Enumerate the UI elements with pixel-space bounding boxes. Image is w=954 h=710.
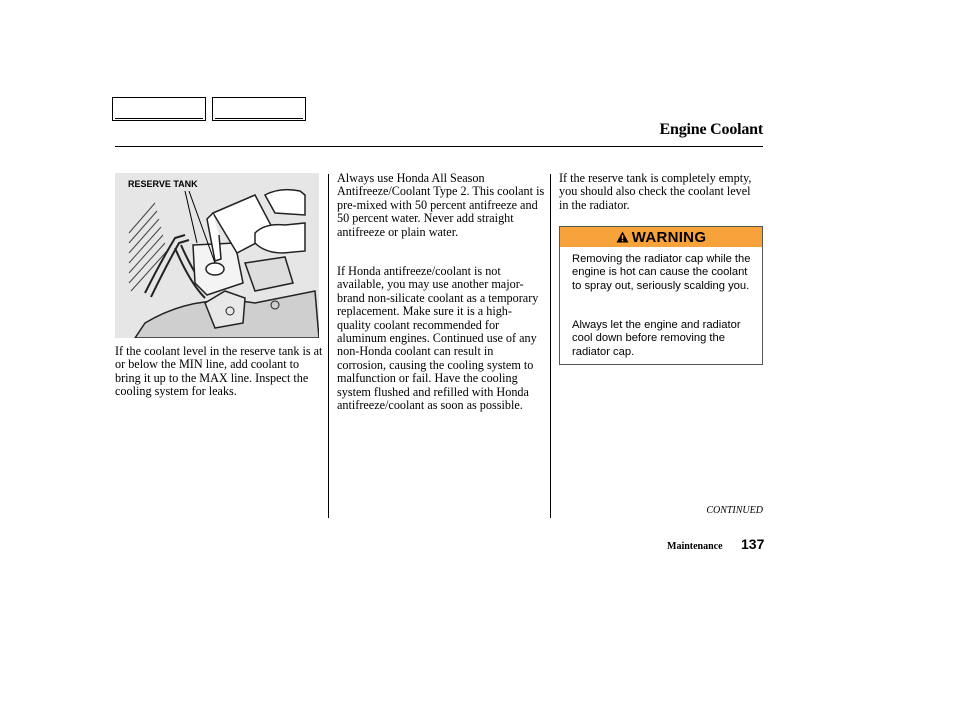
- column2-paragraph-1: Always use Honda All Season Antifreeze/Coolant Type 2. This coolant is pre-mixed with 50 percent antifreeze and 50 percent water. Never add straight antifreeze or plain water.: [337, 171, 545, 239]
- reserve-tank-illustration: [115, 173, 319, 338]
- warning-paragraph-1: Removing the radiator cap while the engine is hot can cause the coolant to spray out, seriously scalding you.: [572, 253, 751, 292]
- nav-button-next[interactable]: [212, 97, 306, 121]
- warning-paragraph-2: Always let the engine and radiator cool down before removing the radiator cap.: [572, 319, 741, 358]
- warning-heading: WARNING: [631, 228, 707, 246]
- column-divider-1: [328, 174, 329, 518]
- title-divider: [115, 146, 763, 147]
- warning-header: [560, 227, 762, 247]
- column1-paragraph: If the coolant level in the reserve tank is at or below the MIN line, add coolant to bring it up to the MAX line. Inspect the cooling system for leaks.: [115, 344, 323, 399]
- figure-label: RESERVE TANK: [128, 179, 198, 189]
- column3-paragraph: If the reserve tank is completely empty, you should also check the coolant level in the radiator.: [559, 171, 752, 212]
- page-title: Engine Coolant: [659, 121, 763, 138]
- warning-box: [559, 226, 763, 365]
- column-divider-2: [550, 174, 551, 518]
- engine-bay-drawing: [115, 173, 319, 338]
- column2-paragraph-2: If Honda antifreeze/coolant is not available, you may use another major-brand non-silicate coolant as a temporary replacement. Make sure it is a high-quality coolant recommended for aluminum engines. Continued use of any non-Honda coolant can result in corrosion, causing the cooling system to malfunction or fail. Have the cooling system flushed and refilled with Honda antifreeze/coolant as soon as possible.: [337, 264, 539, 413]
- footer-section-name: Maintenance: [667, 541, 723, 552]
- warning-triangle-icon: [616, 231, 629, 243]
- nav-button-previous[interactable]: [112, 97, 206, 121]
- page-number: 137: [741, 536, 765, 552]
- continued-label: CONTINUED: [706, 505, 763, 516]
